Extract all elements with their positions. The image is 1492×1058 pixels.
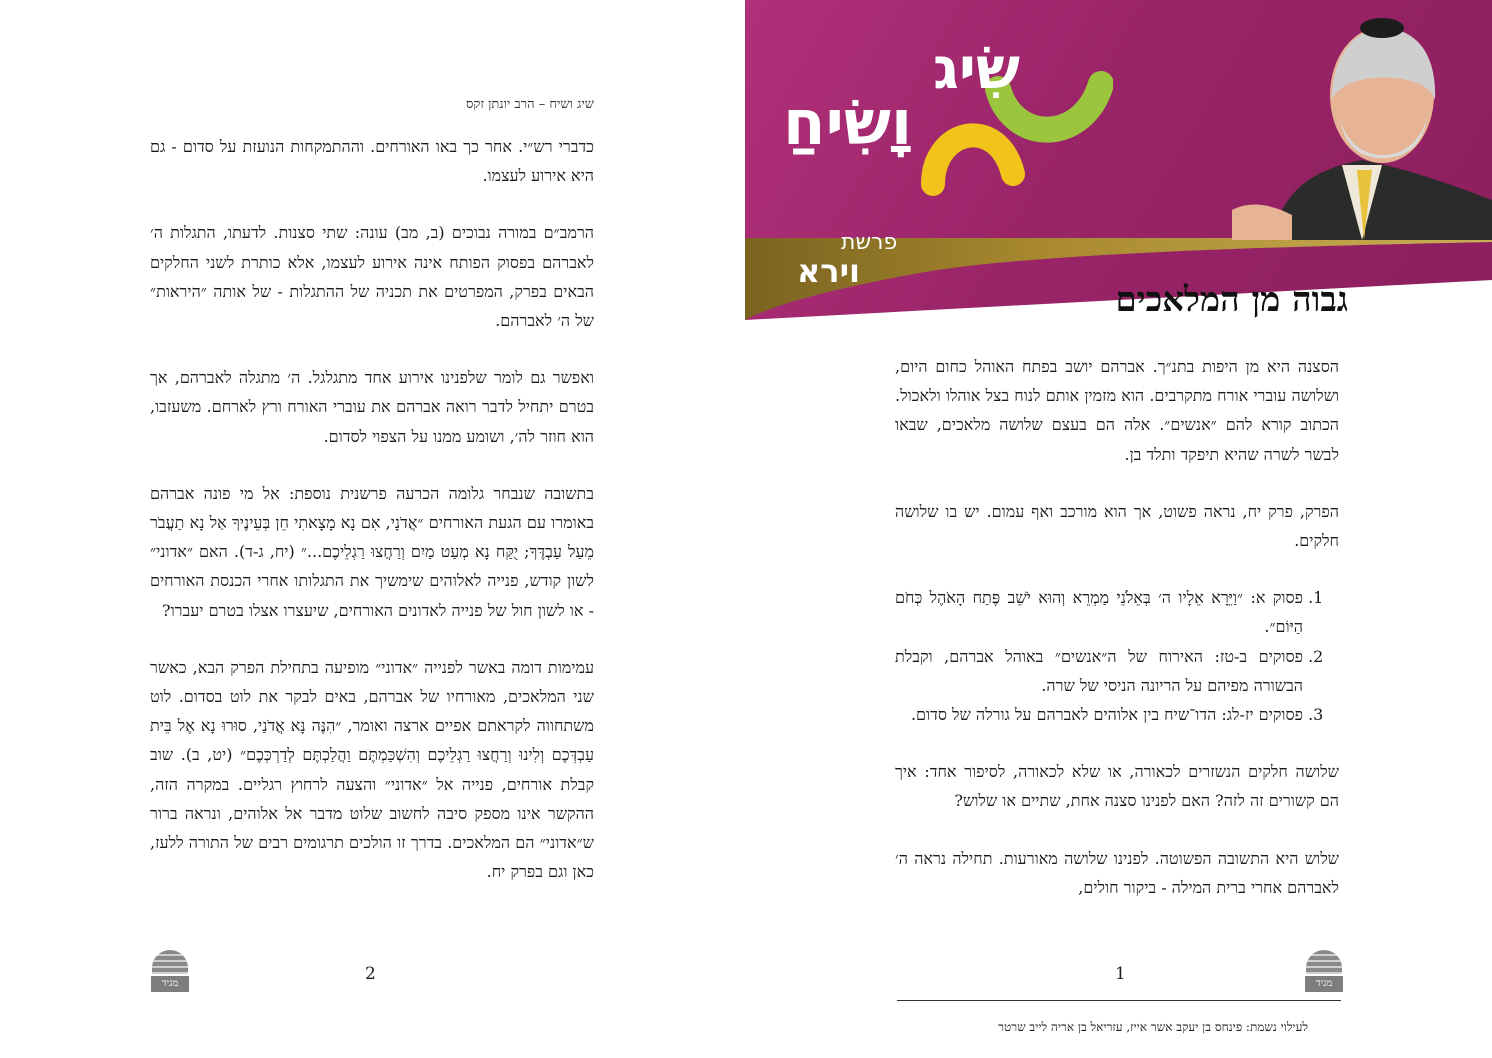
article-title: גבוה מן המלאכים (1115, 280, 1348, 320)
list-item: 2. פסוקים ב-טז: האירוח של ה״אנשים״ באוהל אברהם, וקבלת הבשורה מפיהם על הריונה הניסי של שרה. (895, 642, 1303, 700)
rabbi-portrait (1232, 0, 1492, 240)
logo-line-2: וָשִׂיחַ (783, 86, 913, 159)
page-number: 2 (365, 964, 376, 984)
left-paragraph-4: בתשובה שנבחר גלומה הכרעה פרשנית נוספת: אל מי פונה אברהם באומרו עם הגעת האורחים ״אֲדֹנָי, אִם נָא מָצָאתִי חֵן בְּעֵינֶיךָ אַל נָא תַעֲבֹר מֵעַל עַבְדֶּךָ; יֻקַּח נָא מְעַט מַיִם וְרַחֲצוּ רַגְלֵיכֶם...״ (יח, ג-ד). האם ״אדוני״ לשון קודש, פנייה לאלוהים שימשיך את התגלותו אחרי הכנסת האורחים - או לשון חול של פנייה לאדונים האורחים, שיעצרו אצלו בטרם יעברו? (150, 483, 594, 620)
parsha-label: פרשת (841, 230, 898, 255)
right-paragraph-2: הפרק, פרק יח, נראה פשוט, אך הוא מורכב ואף עמום. יש בו שלושה חלקים. (895, 501, 1339, 551)
header-banner (745, 0, 1492, 320)
right-paragraph-3: שלושה חלקים הנשזרים לכאורה, או שלא לכאורה, לסיפור אחד: איך הם קשורים זה לזה? האם לפנינו סצנה אחת, שתיים או שלוש? (895, 762, 1339, 811)
parsha-name: וירא (797, 252, 860, 290)
left-paragraph-1: כדברי רש״י. אחר כך באו האורחים. וההתמקחות הנועזת על סדום - גם היא אירוע לעצמו. (150, 137, 594, 186)
left-paragraph-5: עמימות דומה באשר לפנייה ״אדוני״ מופיעה בתחילת הפרק הבא, כאשר שני המלאכים, מאורחיו של אברהם, באים לבקר את לוט בסדום. לוט משתחווה לקראתם אפיים ארצה ואומר, ״הִנֶּה נָּא אֲדֹנַי, סוּרוּ נָא אֶל בֵּית עַבְדְּכֶם וְלִינוּ וְרַחֲצוּ רַגְלֵיכֶם וְהִשְׁכַּמְתֶּם וַהֲלַכְתֶּם לְדַרְכְּכֶם״ (יט, ב). שוב קבלת אורחים, פנייה אל ״אדוני״ והצעה לרחוץ רגליים. במקרה הזה, ההקשר אינו מספק סיבה לחשוב שלוט מדבר אל אלוהים, ונראה ברור ש״אדוני״ הם המלאכים. בדרך זו הולכים תרגומים רבים של התורה ללעז, כאן וגם בפרק יח. (150, 657, 595, 882)
dedication-line: לעילוי נשמת: פינחס בן יעקב אשר אייז, עזריאל בן אריה לייב שרטר (998, 1020, 1308, 1034)
left-body-text (150, 132, 594, 914)
publisher-logo-label: מגיד (151, 976, 189, 992)
dome-icon (1306, 950, 1342, 974)
left-paragraph-3: ואפשר גם לומר שלפנינו אירוע אחד מתגלגל. ה׳ מתגלה לאברהם, אך בטרם יתחיל לדבר רואה אברהם את עוברי האורח ורץ לארחם. משעזבו, הוא חוזר לה׳, ושומע ממנו על הצפוי לסדום. (150, 368, 594, 446)
publisher-logo-label: מגיד (1305, 976, 1343, 992)
running-header: שיג ושיח – הרב יונתן זקס (465, 97, 594, 112)
list-item: 1. פסוק א: ״וַיֵּרָא אֵלָיו ה׳ בְּאֵלֹנֵי מַמְרֵא וְהוּא יֹשֵׁב פֶּתַח הָאֹהֶל כְּחֹם הַיּוֹם״. (895, 583, 1303, 641)
right-page (745, 0, 1492, 1058)
left-paragraph-2: הרמב״ם במורה נבוכים (ב, מב) עונה: שתי סצנות. לדעתו, התגלות ה׳ לאברהם בפסוק הפותח אינה אירוע לעצמו, אלא כותרת לשני החלקים הבאים בפרק, המפרטים את תכניה של ההתגלות - של אותה ״היראות״ של ה׳ לאברהם. (150, 223, 594, 331)
right-body-text (895, 352, 1339, 930)
right-paragraph-1: הסצנה היא מן היפות בתנ״ך. אברהם יושב בפתח האוהל כחום היום, ושלושה עוברי אורח מתקרבים. הוא מזמין אותם לנוח בצל אוהלו ולאכול. הכתוב קורא להם ״אנשים״. אלה הם בעצם שלושה מלאכים, שבאו לבשר לשרה שהיא תיפקד ותלד בן. (895, 357, 1339, 464)
right-paragraph-4: שלוש היא התשובה הפשוטה. לפנינו שלושה מאורעות. תחילה נראה ה׳ לאברהם אחרי ברית המילה - ביקור חולים, (895, 848, 1339, 897)
publication-logo (783, 34, 1113, 204)
footer-divider (897, 1000, 1341, 1001)
left-page (0, 0, 745, 1058)
logo-line-1: שִׂיג (933, 34, 1020, 102)
list-item: 3. פסוקים יז-לג: הדו־שיח בין אלוהים לאברהם על גורלה של סדום. (895, 700, 1303, 729)
page-number: 1 (1115, 964, 1126, 984)
dome-icon (152, 950, 188, 974)
publisher-logo (1305, 950, 1343, 992)
verse-list (895, 583, 1339, 729)
publisher-logo (151, 950, 189, 992)
